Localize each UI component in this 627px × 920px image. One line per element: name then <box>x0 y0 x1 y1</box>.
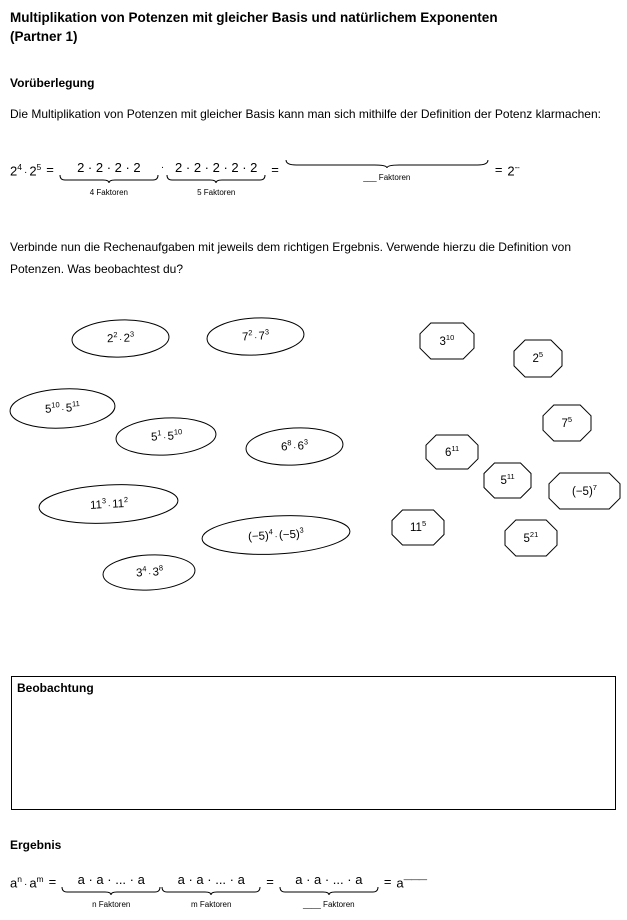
formula-equals-3: = <box>494 162 503 177</box>
section-heading-ergebnis: Ergebnis <box>10 838 62 852</box>
problem-ellipse[interactable] <box>38 481 179 526</box>
problem-ellipse[interactable] <box>245 425 344 467</box>
underbrace-icon <box>166 175 266 183</box>
answer-octagon[interactable] <box>514 340 562 377</box>
answer-label: $5^{11}$ <box>500 472 515 487</box>
problem-ellipse[interactable] <box>115 415 217 457</box>
problem-label: $7^2\cdot 7^3$ <box>241 327 270 344</box>
observation-heading: Beobachtung <box>17 681 94 695</box>
formula-equals-2: = <box>271 162 279 177</box>
answer-octagon[interactable] <box>392 510 444 545</box>
problem-label: $6^8\cdot 6^3$ <box>280 437 309 454</box>
problem-label: $(-5)^4\cdot(-5)^3$ <box>247 525 304 543</box>
result-lhs: $a^n\cdot a^m$ <box>10 874 44 891</box>
shape-outlines <box>0 300 627 600</box>
result-equals-1: = <box>48 874 57 889</box>
problem-label: $3^4\cdot 3^8$ <box>135 563 163 580</box>
result-factor-group-3 <box>279 872 379 910</box>
page-title <box>10 8 610 46</box>
answer-label: $2^5$ <box>532 350 544 365</box>
answer-label: $5^{21}$ <box>523 529 539 545</box>
result-group-1-expansion: a · a · ... · a <box>77 872 145 887</box>
section-heading-vorueberlegung: Vorüberlegung <box>10 76 95 90</box>
underbrace-icon <box>61 887 161 895</box>
answer-octagon[interactable] <box>426 435 478 469</box>
problem-label: $11^3\cdot 11^2$ <box>89 494 128 512</box>
problem-label: $2^2\cdot 2^3$ <box>106 329 135 346</box>
preconsideration-text: Die Multiplikation von Potenzen mit gleicher Basis kann man sich mithilfe der Definition der Potenz klarmachen: <box>10 107 601 121</box>
answer-label: $7^5$ <box>561 414 573 430</box>
answer-label: $6^{11}$ <box>445 443 460 459</box>
factor-group-2 <box>166 160 266 198</box>
numeric-formula <box>10 160 519 198</box>
problem-ellipse[interactable] <box>102 553 196 593</box>
result-group-3-expansion: a · a · ... · a <box>295 872 363 887</box>
underbrace-icon <box>284 160 490 168</box>
result-group-1-label: n Faktoren <box>92 900 131 909</box>
problem-label: $5^1\cdot 5^{10}$ <box>150 427 182 444</box>
answer-octagon[interactable] <box>543 405 591 441</box>
result-equals-2: = <box>266 874 274 889</box>
formula-equals-1: = <box>46 162 54 177</box>
page-title-line2: (Partner 1) <box>10 29 78 44</box>
matching-area <box>0 300 627 600</box>
answer-label: $11^5$ <box>410 519 427 534</box>
problem-ellipse[interactable] <box>9 386 116 430</box>
factor-group-1 <box>59 160 159 198</box>
result-factor-group-1 <box>61 872 161 910</box>
underbrace-icon <box>161 887 261 895</box>
formula-lhs: $2^4\cdot 2^5$ <box>10 162 42 179</box>
formula-middle-dot: · <box>160 162 165 173</box>
result-group-2-label: m Faktoren <box>191 900 232 909</box>
factor-group-1-label: 4 Faktoren <box>89 188 128 197</box>
result-formula <box>10 872 426 910</box>
formula-result: 2-- <box>507 162 520 179</box>
underbrace-icon <box>279 887 379 895</box>
answer-octagon[interactable] <box>420 323 474 359</box>
underbrace-icon <box>59 175 159 183</box>
task-text: Verbinde nun die Rechenaufgaben mit jeweils dem richtigen Ergebnis. Verwende hierzu die Definition von Potenzen. Was beobachtest du? <box>10 240 572 276</box>
factor-group-2-expansion: 2 · 2 · 2 · 2 · 2 <box>175 160 258 175</box>
observation-box[interactable] <box>11 676 616 810</box>
problem-label: $5^{10}\cdot 5^{11}$ <box>44 399 81 416</box>
result-group-3-label: ____ Faktoren <box>303 900 355 909</box>
problem-ellipse[interactable] <box>71 318 169 358</box>
result-group-2-expansion: a · a · ... · a <box>177 872 245 887</box>
answer-octagon[interactable] <box>505 520 557 556</box>
result-equals-3: = <box>383 874 392 889</box>
factor-group-1-expansion: 2 · 2 · 2 · 2 <box>77 160 141 175</box>
answer-blank-label: ___ Faktoren <box>363 173 411 182</box>
page-title-line1: Multiplikation von Potenzen mit gleicher Basis und natürlichem Exponenten <box>10 10 498 25</box>
factor-group-2-label: 5 Faktoren <box>197 188 236 197</box>
answer-label: $3^{10}$ <box>439 332 455 348</box>
problem-ellipse[interactable] <box>201 512 351 558</box>
answer-label: $(-5)^7$ <box>572 482 597 498</box>
answer-octagon[interactable] <box>484 463 531 498</box>
answer-octagon[interactable] <box>549 473 620 509</box>
problem-ellipse[interactable] <box>206 315 305 357</box>
answer-blank-field[interactable] <box>284 160 490 183</box>
result-final: a——— <box>396 874 427 891</box>
result-factor-group-2 <box>161 872 261 910</box>
